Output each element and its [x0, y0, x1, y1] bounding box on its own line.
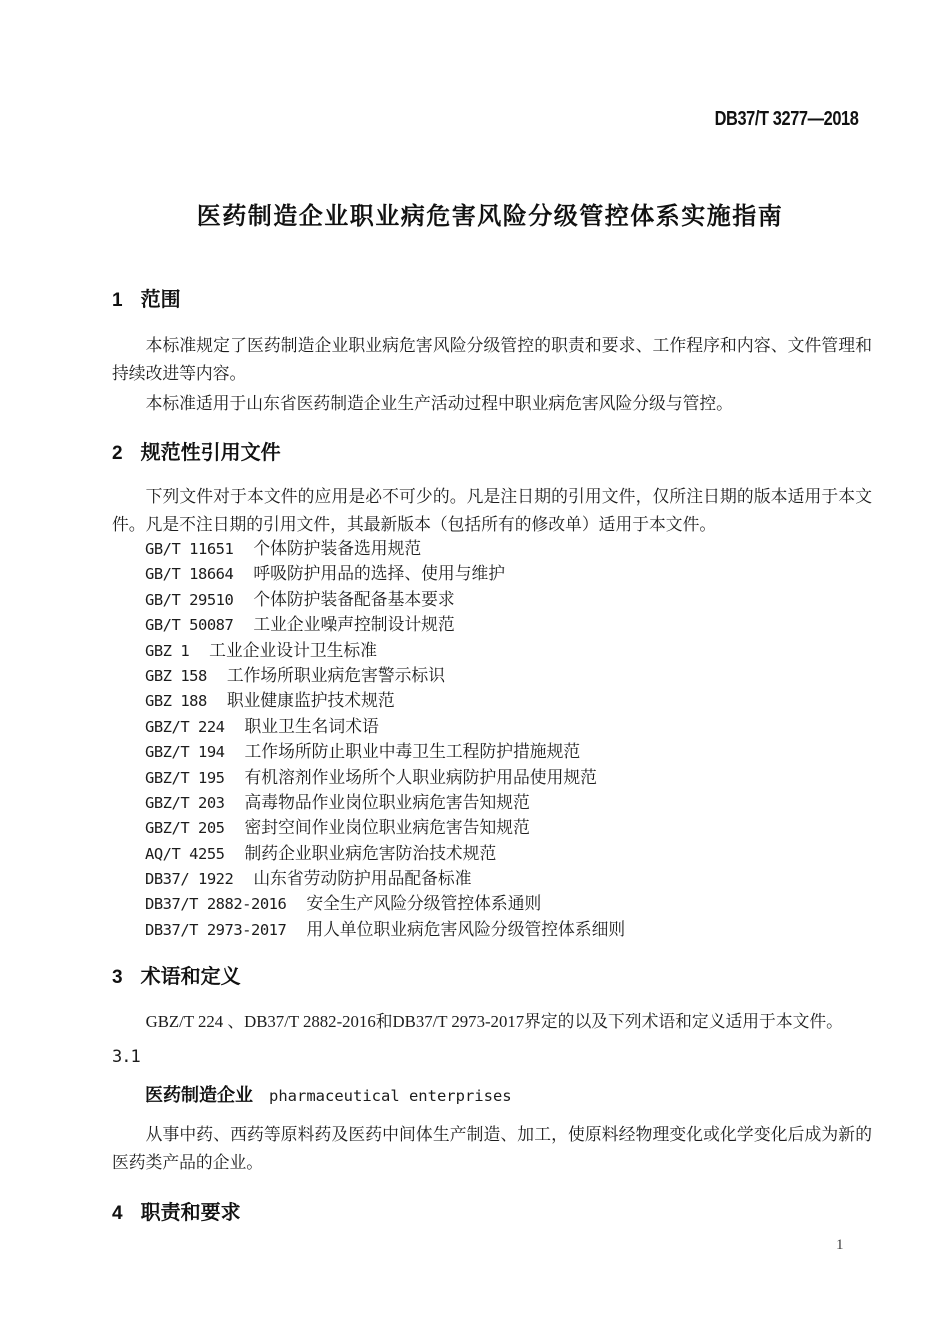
- term-name-en: pharmaceutical enterprises: [269, 1087, 512, 1105]
- reference-item: [145, 790, 625, 815]
- section-title: 职责和要求: [140, 1202, 241, 1224]
- reference-item: [145, 739, 625, 764]
- reference-code: GBZ/T 203: [145, 793, 225, 812]
- reference-item: [145, 765, 625, 790]
- scope-paragraph-2: 本标准适用于山东省医药制造企业生产活动过程中职业病危害风险分级与管控。: [145, 394, 733, 413]
- reference-code: GBZ/T 224: [145, 717, 225, 736]
- section-number: 4: [112, 1203, 123, 1224]
- reference-title: 个体防护装备选用规范: [253, 539, 422, 558]
- scope-paragraph-1: 本标准规定了医药制造企业职业病危害风险分级管控的职责和要求、工作程序和内容、文件管理和持续改进等内容。: [112, 336, 872, 383]
- term-clause-number: 3.1: [112, 1047, 140, 1067]
- reference-item: [145, 841, 625, 866]
- reference-item: [145, 638, 625, 663]
- page-number: 1: [836, 1237, 844, 1253]
- reference-title: 高毒物品作业岗位职业病危害告知规范: [244, 792, 530, 812]
- reference-code: DB37/T 2882-2016: [145, 895, 287, 914]
- reference-title: 制药企业职业病危害防治技术规范: [244, 843, 497, 863]
- reference-title: 职业健康监护技术规范: [226, 691, 395, 711]
- section-title: 术语和定义: [140, 966, 241, 988]
- reference-title: 工业企业设计卫生标准: [209, 640, 377, 660]
- section-heading-scope: [112, 283, 181, 312]
- reference-code: AQ/T 4255: [145, 844, 225, 863]
- reference-list: [145, 536, 625, 942]
- section-number: 1: [112, 290, 123, 311]
- reference-item: [145, 561, 625, 586]
- document-title: 医药制造企业职业病危害风险分级管控体系实施指南: [196, 203, 784, 230]
- references-intro: 下列文件对于本文件的应用是必不可少的。凡是注日期的引用文件，仅所注日期的版本适用于本文件。凡是不注日期的引用文件，其最新版本（包括所有的修改单）适用于本文件。: [112, 487, 872, 534]
- reference-code: GB/T 18664: [145, 565, 234, 584]
- reference-code: GBZ/T 195: [145, 768, 225, 787]
- reference-title: 用人单位职业病危害风险分级管控体系细则: [306, 919, 626, 939]
- reference-code: GB/T 29510: [145, 590, 234, 609]
- section-title: 规范性引用文件: [140, 442, 281, 464]
- reference-title: 工作场所防止职业中毒卫生工程防护措施规范: [244, 742, 581, 762]
- reference-title: 山东省劳动防护用品配备标准: [253, 869, 472, 889]
- reference-item: [145, 663, 625, 688]
- reference-title: 有机溶剂作业场所个人职业病防护用品使用规范: [244, 767, 597, 787]
- term-definition: 从事中药、西药等原料药及医药中间体生产制造、加工，使原料经物理变化或化学变化后成为新的医药类产品的企业。: [112, 1125, 872, 1172]
- reference-title: 呼吸防护用品的选择、使用与维护: [253, 564, 506, 584]
- section-heading-responsibilities: [112, 1196, 241, 1225]
- reference-item: [145, 587, 625, 612]
- reference-title: 个体防护装备配备基本要求: [253, 589, 455, 609]
- section-title: 范围: [140, 289, 181, 311]
- section-number: 3: [112, 967, 123, 988]
- terms-intro: GBZ/T 224 、DB37/T 2882-2016和DB37/T 2973-2017界定的以及下列术语和定义适用于本文件。: [145, 1012, 843, 1031]
- reference-code: GBZ/T 205: [145, 819, 225, 838]
- reference-item: [145, 536, 625, 561]
- reference-title: 安全生产风险分级管控体系通则: [306, 894, 542, 914]
- reference-title: 职业卫生名词术语: [244, 716, 379, 736]
- reference-code: DB37/T 2973-2017: [145, 920, 287, 939]
- section-heading-terms: [112, 960, 241, 989]
- reference-code: GBZ 188: [145, 692, 207, 711]
- reference-item: [145, 917, 625, 942]
- reference-item: [145, 714, 625, 739]
- reference-code: GBZ 1: [145, 641, 190, 660]
- reference-code: DB37/ 1922: [145, 870, 234, 889]
- section-heading-normative-references: [112, 436, 281, 465]
- standard-number: DB37/T 3277—2018: [714, 108, 858, 130]
- section-number: 2: [112, 443, 123, 464]
- term-name-zh: 医药制造企业: [145, 1085, 253, 1105]
- reference-code: GBZ/T 194: [145, 743, 225, 762]
- reference-item: [145, 612, 625, 637]
- reference-title: 密封空间作业岗位职业病危害告知规范: [244, 818, 530, 838]
- reference-item: [145, 866, 625, 891]
- reference-item: [145, 891, 625, 916]
- reference-item: [145, 688, 625, 713]
- reference-code: GB/T 11651: [145, 540, 234, 558]
- reference-item: [145, 815, 625, 840]
- reference-title: 工作场所职业病危害警示标识: [226, 665, 445, 685]
- reference-code: GBZ 158: [145, 666, 207, 685]
- term-entry: [145, 1081, 512, 1107]
- reference-code: GB/T 50087: [145, 616, 234, 635]
- reference-title: 工业企业噪声控制设计规范: [253, 615, 455, 635]
